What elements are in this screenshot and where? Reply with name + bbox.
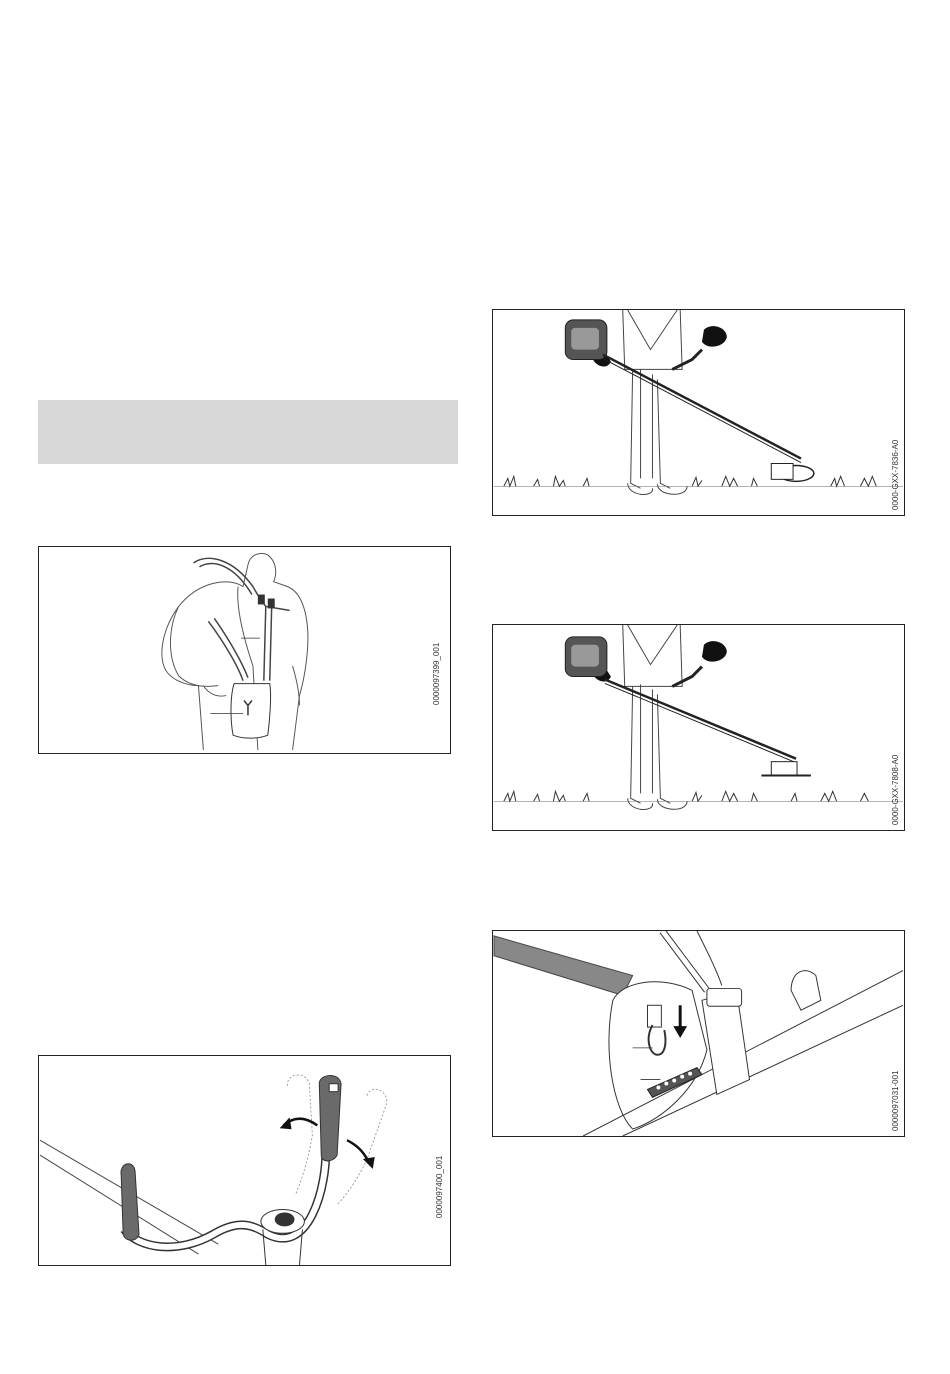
figure-trimmer-blade (492, 624, 905, 831)
arrow-left-icon (280, 1117, 292, 1129)
figure-carabiner (492, 930, 905, 1137)
figure-handlebar (38, 1055, 451, 1266)
figure-id: 0000-GXX-7808-A0 (891, 754, 900, 825)
section-heading-band (38, 400, 458, 464)
bike-handle-icon (39, 1056, 450, 1265)
person-with-trimmer-icon (493, 625, 904, 830)
carabiner-icon (493, 931, 904, 1136)
figure-id: 0000097400_001 (435, 1155, 444, 1218)
person-with-harness-icon (39, 547, 450, 753)
arrow-right-icon (363, 1157, 375, 1169)
figure-id: 0000097399_001 (432, 642, 441, 705)
person-with-trimmer-icon (493, 310, 904, 515)
figure-harness (38, 546, 451, 754)
figure-id: 0000-GXX-7836-A0 (891, 439, 900, 510)
figure-trimmer-line-head (492, 309, 905, 516)
figure-id: 0000097031-001 (891, 1070, 900, 1131)
